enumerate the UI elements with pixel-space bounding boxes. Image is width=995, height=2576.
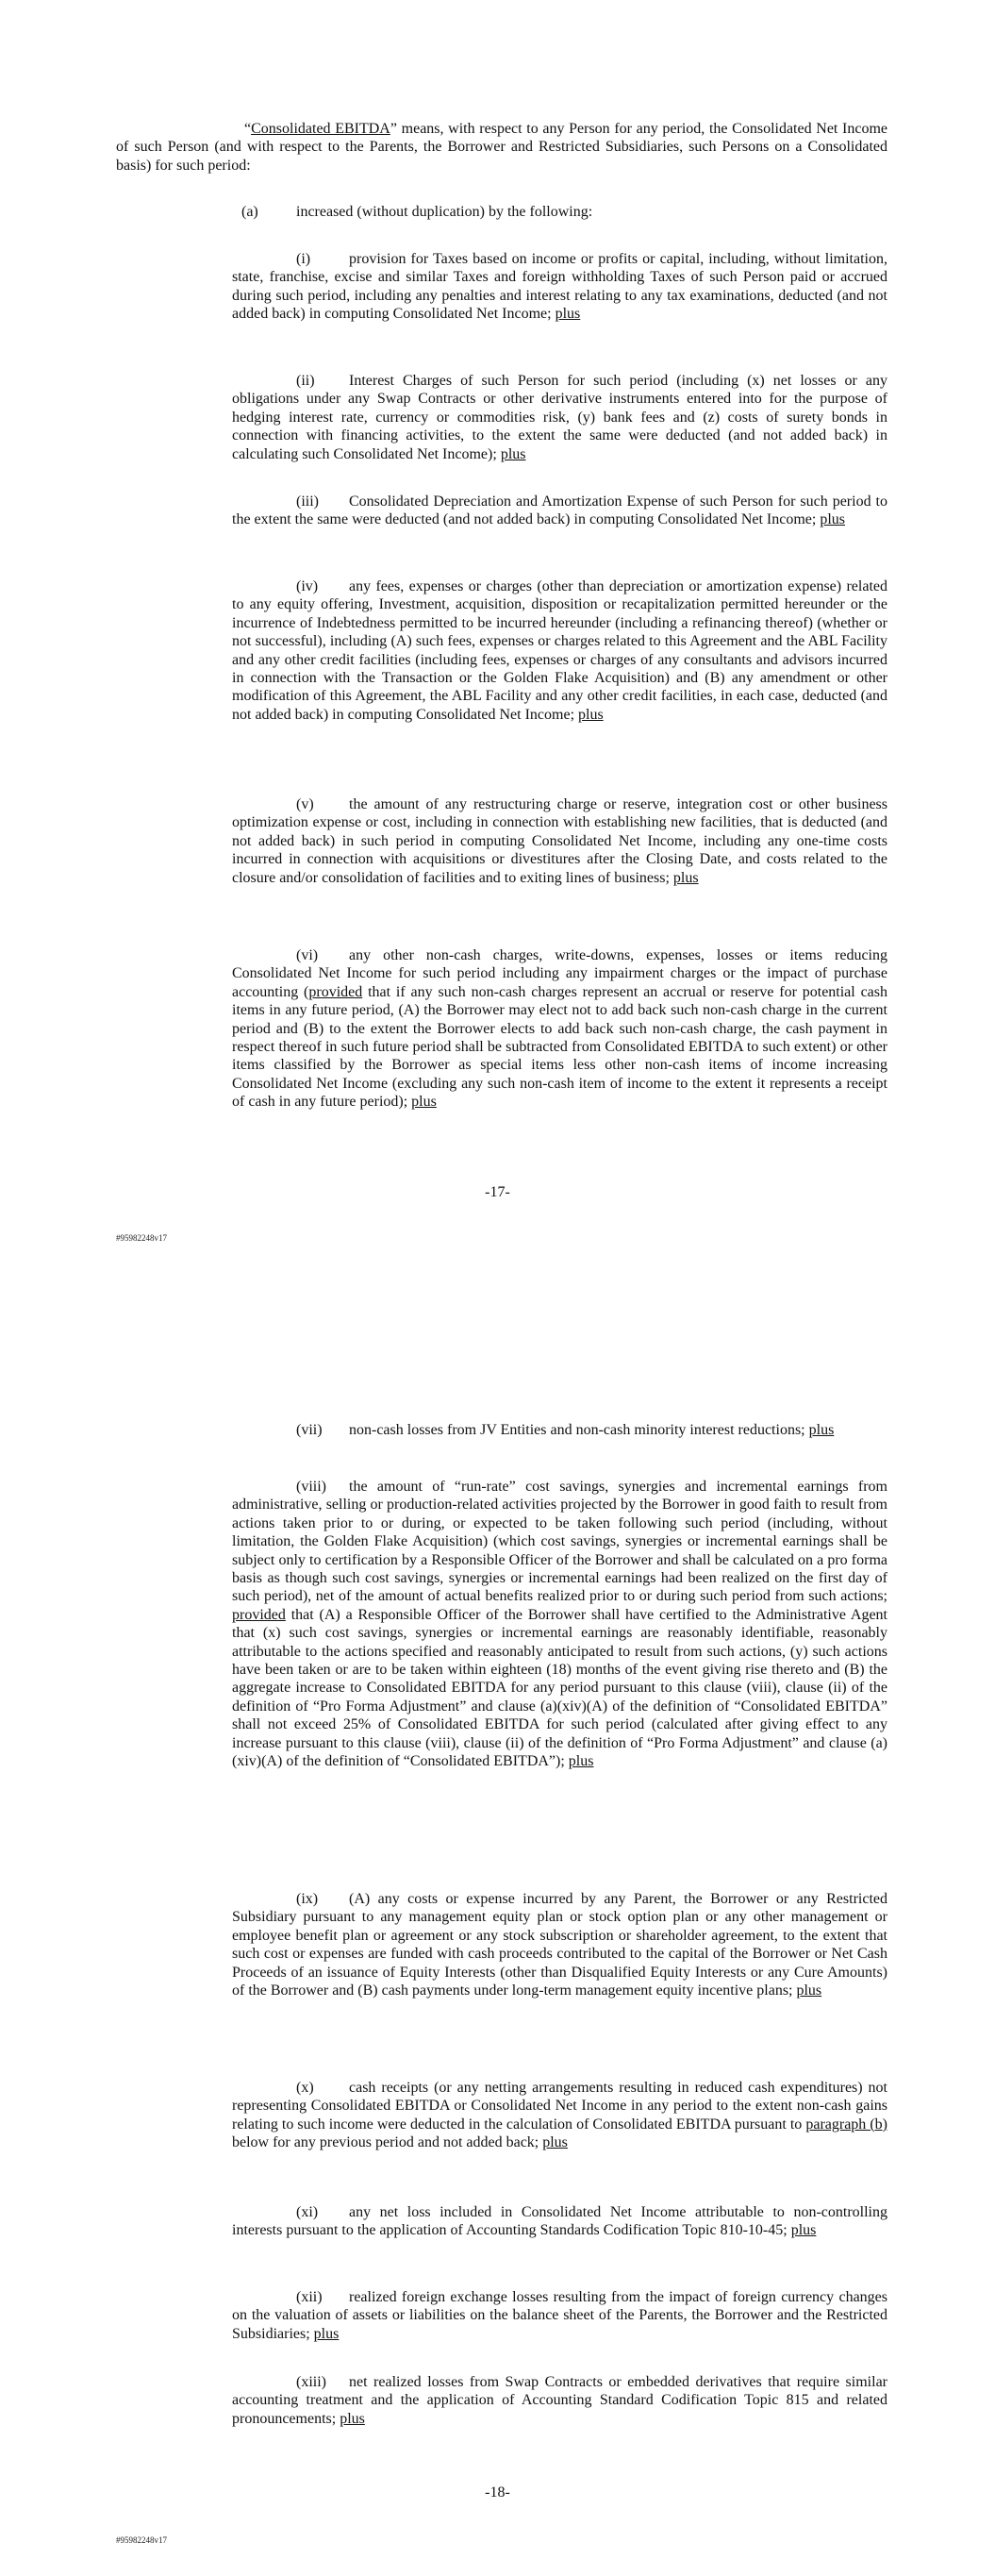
document-id: #95982248v17 (116, 2535, 167, 2545)
clause-i (232, 250, 887, 324)
clause-plus: plus (411, 1094, 437, 1111)
page-number: -17- (485, 1184, 510, 1200)
clause-number: (vii) (296, 1422, 323, 1438)
clause-number: (iv) (296, 578, 319, 594)
clause-text-continued: that if any such non-cash charges represent an accrual or reserve for potential cash items in any future period, (A) the Borrower may elect not to add back such non-cash charge in the current period and (B) to the extent the Borrower elects to add back such non-cash charge, the cash payment in respect thereof in such future period shall be subtracted from Consolidated EBITDA to such extent) or other items classified by the Borrower as special items less other non-cash items of income increasing Consolidated Net Income (excluding any such non-cash item of income to the extent it represents a receipt of cash in any future period); (232, 983, 887, 1111)
clause-vii (232, 1421, 887, 1439)
paragraph-b-reference: paragraph (b) (805, 2116, 887, 2133)
clause-text: the amount of any restructuring charge or reserve, integration cost or other business optimization expense or cost, including in connection with establishing new facilities, that is deducted (and not added back) in such period in computing Consolidated Net Income, including any one-time costs incurred in connection with acquisitions or divestitures after the Closing Date, and costs related to the closure and/or consolidation of facilities and to exiting lines of business; (232, 796, 887, 886)
clause-text: Consolidated Depreciation and Amortization Expense of such Person for such period to the extent the same were deducted (and not added back) in computing Consolidated Net Income; (232, 493, 887, 528)
clause-plus: plus (820, 511, 846, 528)
clause-text: any net loss included in Consolidated Net Income attributable to non-controlling interests pursuant to the application of Accounting Standards Codification Topic 810-10-45; (232, 2204, 887, 2239)
clause-text: non-cash losses from JV Entities and non-cash minority interest reductions; (349, 1422, 809, 1438)
clause-text: provision for Taxes based on income or profits or capital, including, without limitation, state, franchise, excise and similar Taxes and foreign withholding Taxes of such Person paid or accrued during such period, including any penalties and interest relating to any tax examinations, deducted (and not added back) in computing Consolidated Net Income; (232, 251, 887, 323)
clause-number: (xii) (296, 2289, 323, 2305)
clause-text: cash receipts (or any netting arrangements resulting in reduced cash expenditures) not representing Consolidated EBITDA or Consolidated Net Income in any period to the extent non-cash gains relating to such income were deducted in the calculation of Consolidated EBITDA pursuant to (232, 2080, 887, 2133)
clause-iv (232, 577, 887, 724)
clause-text: (A) any costs or expense incurred by any Parent, the Borrower or any Restricted Subsidiary pursuant to any management equity plan or stock option plan or any other management or employee benefit plan or agreement or any stock subscription or shareholder agreement, to the extent that such cost or expenses are funded with cash proceeds contributed to the capital of the Borrower or Net Cash Proceeds of an issuance of Equity Interests (other than Disqualified Equity Interests or any Cure Amounts) of the Borrower and (B) cash payments under long-term management equity incentive plans; (232, 1891, 887, 1999)
clause-plus: plus (500, 445, 526, 462)
clause-number: (ix) (296, 1891, 319, 1907)
document-id: #95982248v17 (116, 1233, 167, 1243)
close-quote: ” (390, 121, 397, 137)
clause-plus: plus (672, 869, 699, 886)
clause-plus: plus (555, 306, 581, 323)
clause-number: (iii) (296, 493, 319, 510)
clause-number: (ii) (296, 373, 315, 389)
clause-plus: plus (808, 1422, 835, 1438)
clause-ii (232, 372, 887, 463)
clause-text: net realized losses from Swap Contracts or embedded derivatives that require similar accounting treatment and the application of Accounting Standard Codification Topic 815 and related pronouncements; (232, 2374, 887, 2427)
clause-number: (viii) (296, 1479, 326, 1495)
subsection-a (241, 203, 887, 221)
clause-plus: plus (796, 1982, 822, 1999)
clause-plus: plus (313, 2325, 340, 2342)
definition-body: means, with respect to any Person for any period, the Consolidated Net Income of such Person (and with respect to the Parents, the Borrower and Restricted Subsidiaries, such Persons on a Consolidated basis) for such period: (116, 121, 888, 174)
page-number: -18- (485, 2484, 510, 2501)
clause-text: any other non-cash charges, write-downs, expenses, losses or items reducing Consolidated Net Income for such period including any impairment charges or the impact of purchase accounting ( (232, 947, 887, 1000)
clause-vi (232, 946, 887, 1112)
clause-x (232, 2079, 887, 2152)
provided-term: provided (308, 983, 363, 1000)
document-page-18 (0, 1288, 995, 2576)
clause-xii (232, 2288, 887, 2343)
clause-text: realized foreign exchange losses resulting from the impact of foreign currency changes on the valuation of assets or liabilities on the balance sheet of the Parents, the Borrower and the Restricted Subsidiaries; (232, 2289, 887, 2342)
defined-term: Consolidated EBITDA (251, 121, 390, 137)
clause-plus: plus (790, 2222, 817, 2239)
clause-plus: plus (568, 1753, 594, 1770)
clause-xiii (232, 2373, 887, 2428)
clause-text-continued: that (A) a Responsible Officer of the Borrower shall have certified to the Administrative Agent that (x) such cost savings, synergies or incremental earnings are reasonably identifiable, reasonably attributable to the actions specified and reasonably anticipated to result from such actions, (y) such actions have been taken or are to be taken within eighteen (18) months of the event giving rise thereto and (B) the aggregate increase to Consolidated EBITDA for any period pursuant to this clause (viii), clause (ii) of the definition of “Pro Forma Adjustment” and clause (a)(xiv)(A) of the definition of “Consolidated EBITDA” shall not exceed 25% of Consolidated EBITDA for such period (calculated after giving effect to any increase pursuant to this clause (viii), clause (ii) of the definition of “Pro Forma Adjustment” and clause (a)(xiv)(A) of the definition of “Consolidated EBITDA”); (232, 1606, 887, 1770)
provided-term: provided (232, 1606, 286, 1623)
clause-plus: plus (340, 2410, 365, 2427)
subsection-text: increased (without duplication) by the following: (296, 204, 593, 220)
clause-number: (v) (296, 796, 314, 812)
clause-text: Interest Charges of such Person for such period (including (x) net losses or any obligations under any Swap Contracts or other derivative instruments entered into for the purpose of hedging interest rate, currency or commodities risk, (y) bank fees and (z) costs of surety bonds in connection with financing activities, to the extent the same were deducted (and not added back) in calculating such Consolidated Net Income); (232, 373, 887, 462)
clause-iii (232, 493, 887, 529)
clause-number: (xiii) (296, 2374, 326, 2390)
clause-number: (i) (296, 251, 311, 267)
clause-text-continued: below for any previous period and not added back; (232, 2134, 543, 2151)
clause-ix (232, 1890, 887, 1999)
open-quote: “ (244, 121, 252, 137)
subsection-label: (a) (241, 204, 258, 220)
clause-number: (xi) (296, 2204, 319, 2220)
clause-plus: plus (542, 2134, 568, 2151)
clause-xi (232, 2203, 887, 2240)
clause-number: (vi) (296, 947, 319, 963)
clause-viii (232, 1478, 887, 1771)
clause-text: the amount of “run-rate” cost savings, synergies and incremental earnings from administrative, selling or production-related activities projected by the Borrower in good faith to result from actions taken prior to or during, or expected to be taken following such period (including, without limitation, the Golden Flake Acquisition) (which cost savings, synergies or incremental earnings shall be subject only to certification by a Responsible Officer of the Borrower and shall be calculated on a pro forma basis as though such cost savings, synergies or incremental earnings had been realized on the first day of such period), net of the amount of actual benefits realized prior to or during such period from such actions; (232, 1479, 887, 1605)
clause-number: (x) (296, 2080, 314, 2096)
clause-v (232, 795, 887, 887)
definition-intro (116, 120, 887, 175)
clause-plus: plus (578, 706, 604, 723)
clause-text: any fees, expenses or charges (other than depreciation or amortization expense) related to any equity offering, Investment, acquisition, disposition or recapitalization permitted hereunder or the incurrence of Indebtedness permitted to be incurred hereunder (including a refinancing thereof) (whether or not successful), including (A) such fees, expenses or charges related to this Agreement and the ABL Facility and any other credit facilities (including fees, expenses or charges of any consultants and advisors incurred in connection with the Transaction or the Golden Flake Acquisition) and (B) any amendment or other modification of this Agreement, the ABL Facility and any other credit facilities, in each case, deducted (and not added back) in computing Consolidated Net Income; (232, 578, 887, 723)
